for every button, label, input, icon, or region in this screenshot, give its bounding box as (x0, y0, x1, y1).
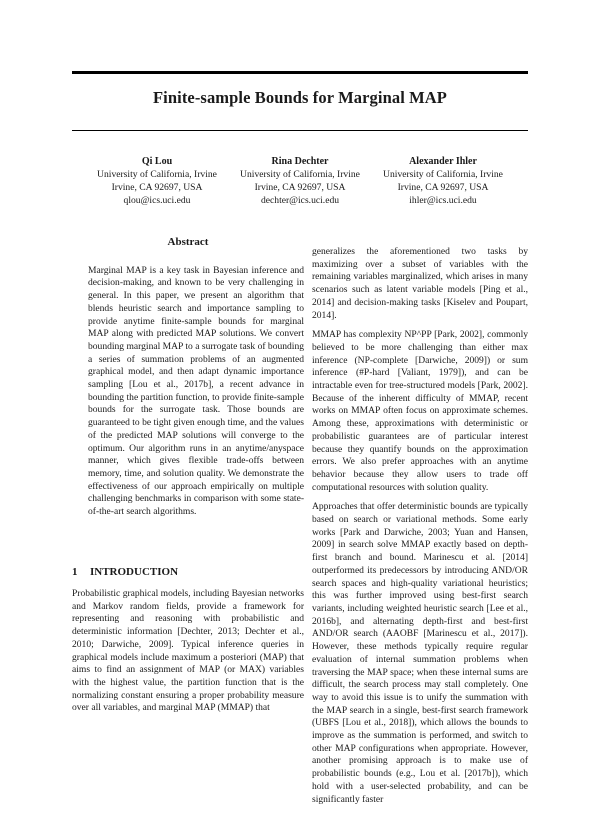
paper-title: Finite-sample Bounds for Marginal MAP (153, 88, 447, 107)
author-email: dechter@ics.uci.edu (260, 195, 340, 206)
author-address: Irvine, CA 92697, USA (254, 182, 346, 193)
author-affiliation: University of California, Irvine (97, 169, 217, 180)
body-paragraph-3: Approaches that offer deterministic bounds are typically based on search or variational methods. Some early works [Park and Darwiche, 2003; Yuan and Hansen, 2009] in search solve MMAP exactly based on depth-first branch and bound. Marinescu et al. [2014] outperformed its predecessors by introducing AND/OR search spaces and high-quality variational heuristics; this was further improved using best-first search variants, including weighted heuristic search [Lee et al., 2016b], and alternating depth-first and best-first AND/OR search (AAOBF [Marinescu et al., 2017]). However, these methods typically require regular evaluation of internal summation problems when traversing the MAP space; when these internal sums are difficult, the search process may stall completely. One way to avoid this issue is to unify the summation with the MAP search in a single, best-first search framework (UBFS [Lou et al., 2018]), which allows the bounds to improve as the summation is performed, and switch to other MAP configurations when appropriate. However, another promising approach is to make use of probabilistic bounds (e.g., Lou et al. [2017b]), which hold with a user-selected probability, and can be significantly faster (312, 501, 528, 805)
abstract-heading: Abstract (167, 236, 209, 248)
intro-column (72, 588, 304, 715)
section-heading (72, 566, 304, 578)
section-number: 1 (72, 566, 78, 578)
abstract-column (88, 236, 304, 519)
author-name: Qi Lou (141, 156, 173, 167)
author-affiliation: University of California, Irvine (383, 169, 503, 180)
author-name: Alexander Ihler (409, 156, 477, 167)
section-title: INTRODUCTION (90, 566, 179, 578)
author-block (72, 155, 528, 215)
author-affiliation: University of California, Irvine (240, 169, 360, 180)
author-email: qlou@ics.uci.edu (123, 195, 191, 206)
body-paragraph-2: MMAP has complexity NP^PP [Park, 2002], commonly believed to be more challenging than either max inference (NP-complete [Darwiche, 2009]) or sum inference (#P-hard [Valiant, 1979]), and can be intractable even for tree-structured models [Park, 2002]. Because of the inherent difficulty of MMAP, recent works on MMAP often focus on approximate schemes. Among these, approximations with deterministic or probabilistic guarantees are of particular interest because they quantify bounds on the approximation errors. We also prefer approaches with an anytime behavior because they allow users to trade off computational resources with solution quality. (312, 329, 528, 493)
author-address: Irvine, CA 92697, USA (397, 182, 489, 193)
author-email: ihler@ics.uci.edu (409, 195, 477, 206)
author-address: Irvine, CA 92697, USA (111, 182, 203, 193)
right-column (312, 246, 528, 813)
author-name: Rina Dechter (271, 156, 329, 167)
title-bottom-rule (72, 130, 528, 131)
title-top-rule (72, 71, 528, 74)
abstract-text: Marginal MAP is a key task in Bayesian inference and decision-making, and known to be very challenging in general. In this paper, we present an algorithm that blends heuristic search and importance sampling to provide anytime finite-sample bounds for marginal MAP along with predicted MAP solutions. We convert bounding marginal MAP to a surrogate task of bounding a series of summation problems of an augmented graphical model, and then adapt dynamic importance sampling [Lou et al., 2017b], a recent advance in bounding the partition function, to provide finite-sample bounds for the surrogate task. Those bounds are guaranteed to be tight given enough time, and the values of the predicted MAP solutions will converge to the optimum. Our algorithm runs in an anytime/anyspace manner, which gives flexible trade-offs between memory, time, and solution quality. We demonstrate the effectiveness of our approach empirically on multiple challenging benchmarks in comparison with some state-of-the-art search algorithms. (88, 264, 304, 518)
author-3 (358, 155, 528, 207)
body-paragraph-1: generalizes the aforementioned two tasks by maximizing over a subset of variables with the remaining variables marginalized, which arises in many scenarios such as latent variable models [Ping et al., 2014] and decision-making tasks [Kiselev and Poupart, 2014]. (312, 246, 528, 321)
intro-paragraph: Probabilistic graphical models, including Bayesian networks and Markov random fields, provide a framework for representing and reasoning with probabilistic and deterministic information [Dechter, 2013; Dechter et al., 2010; Darwiche, 2009]. Typical inference queries in graphical models include maximum a posteriori (MAP) that aims to find an assignment of MAP (or MAX) variables with the highest value, the partition function that is the normalizing constant ensuring a proper probability measure over all variables, and marginal MAP (MMAP) that (72, 588, 304, 714)
